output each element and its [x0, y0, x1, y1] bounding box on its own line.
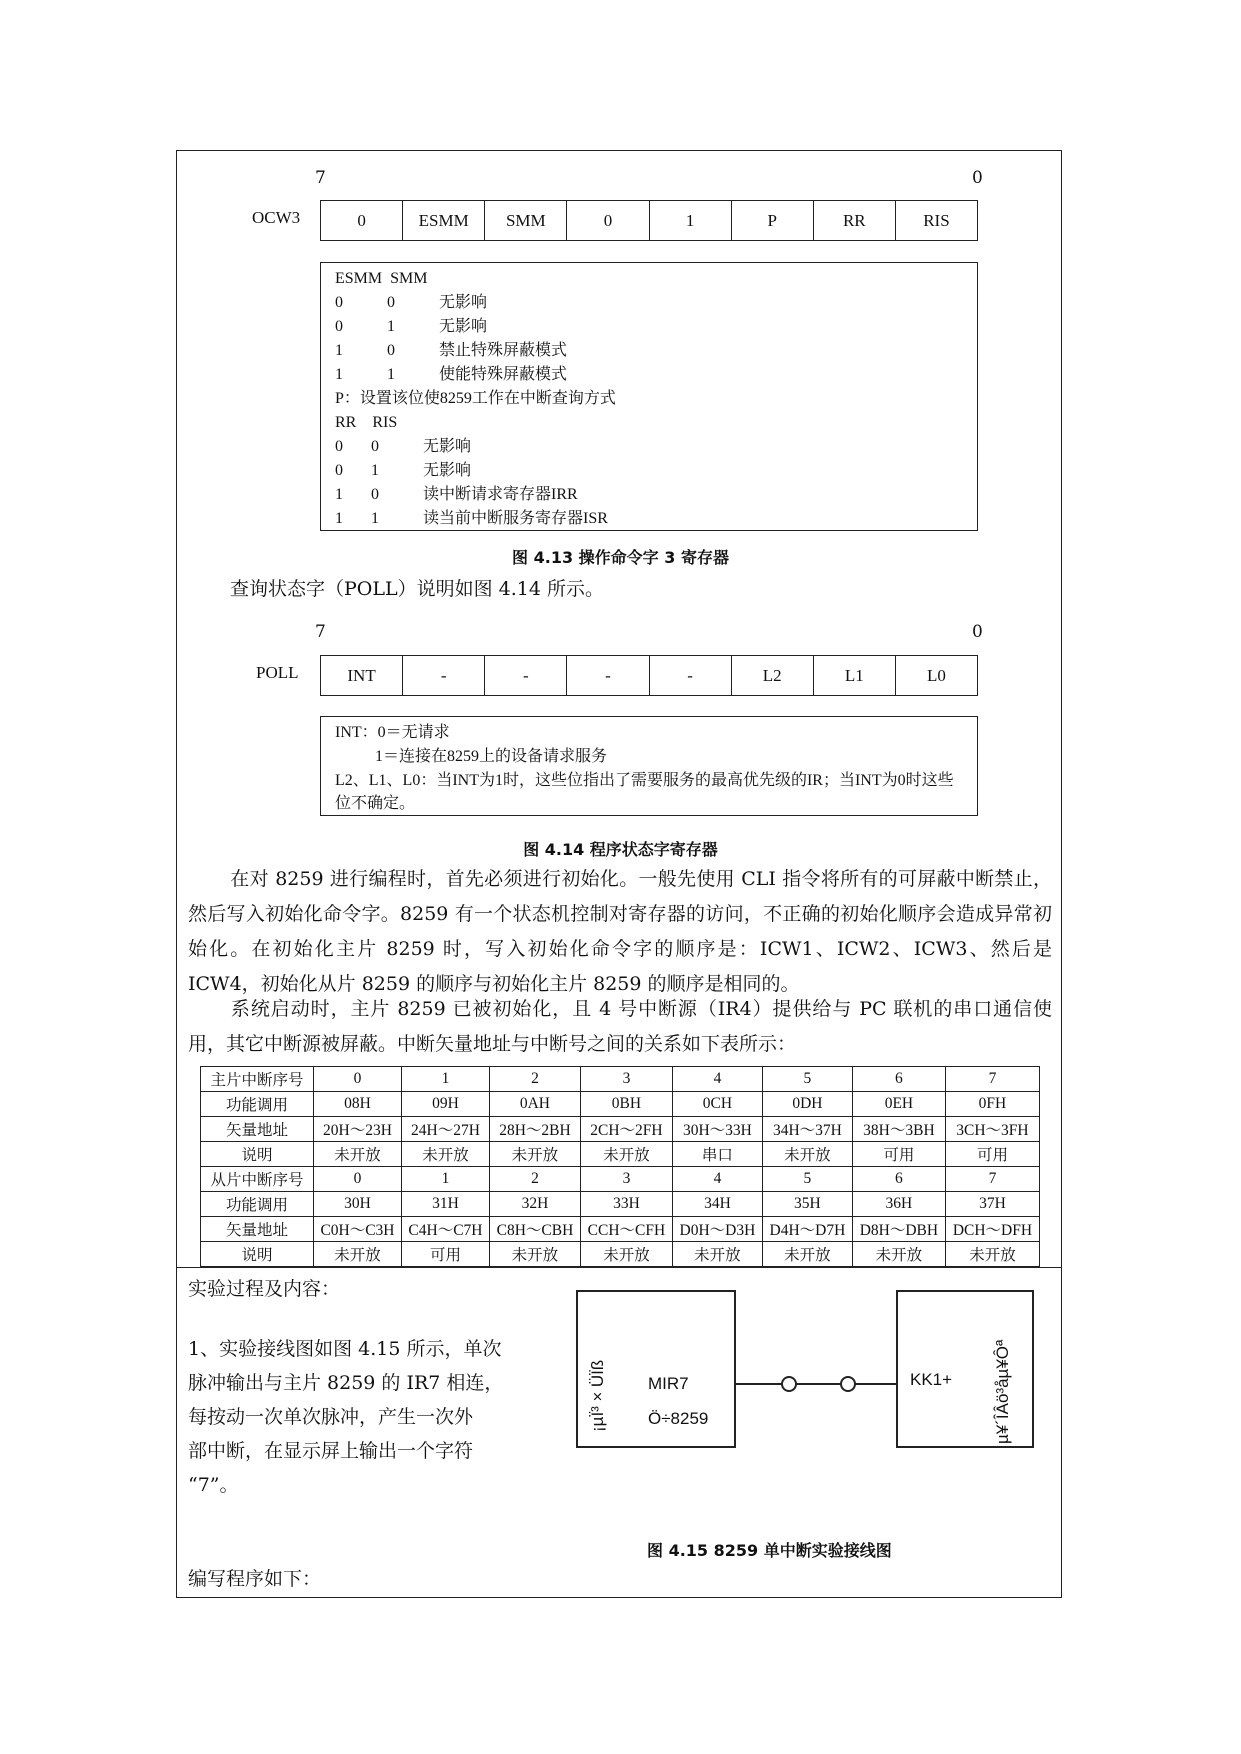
poll-bit-4: - — [567, 656, 649, 695]
table-cell: 未开放 — [401, 1142, 489, 1167]
kk1-pin-label: KK1+ — [910, 1370, 953, 1389]
system-paragraph — [188, 992, 1052, 1062]
table-cell: 37H — [945, 1192, 1039, 1217]
poll-register-name: POLL — [256, 663, 299, 682]
init-paragraph — [188, 862, 1052, 1002]
step-1-line: 每按动一次单次脉冲，产生一次外 — [188, 1406, 474, 1428]
table-row — [201, 1167, 1040, 1192]
poll-bit-0: L0 — [926, 665, 946, 685]
table-cell: D0H～D3H — [672, 1217, 762, 1242]
table-row — [201, 1192, 1040, 1217]
table-cell: 1 — [401, 1067, 489, 1092]
table-cell: 0CH — [672, 1092, 762, 1117]
mir7-pin-label: MIR7 — [648, 1374, 689, 1393]
table-cell: 0 — [314, 1067, 402, 1092]
table-cell: CCH～CFH — [580, 1217, 672, 1242]
ocw3-register-name: OCW3 — [252, 208, 301, 227]
poll-bit-high: 7 — [315, 622, 326, 642]
poll-bit-7: INT — [321, 656, 403, 695]
ocw3-bit-1: RR — [814, 201, 896, 240]
table-cell: 未开放 — [489, 1242, 580, 1267]
table-cell: 33H — [580, 1192, 672, 1217]
ocw3-bit-low: 0 — [972, 168, 983, 188]
table-cell: 未开放 — [762, 1242, 852, 1267]
table-cell: 09H — [401, 1092, 489, 1117]
table-cell: 0EH — [852, 1092, 945, 1117]
table-cell: 4 — [672, 1067, 762, 1092]
table-cell: 28H～2BH — [489, 1117, 580, 1142]
table-cell: C0H～C3H — [314, 1217, 402, 1242]
table-row-header: 矢量地址 — [201, 1117, 314, 1142]
table-cell: 20H～23H — [314, 1117, 402, 1142]
terminal-circle — [782, 1377, 796, 1391]
poll-notes-box — [320, 716, 978, 816]
table-row-header: 说明 — [201, 1142, 314, 1167]
table-cell: 3 — [580, 1167, 672, 1192]
ocw3-bit-fields — [320, 200, 978, 241]
ocw3-note-line: 1 0 禁止特殊屏蔽模式 — [335, 342, 568, 359]
ocw3-note-line: RR RIS — [335, 414, 398, 431]
ocw3-bit-6: ESMM — [403, 201, 485, 240]
table-cell: 30H～33H — [672, 1117, 762, 1142]
poll-note-line: L2、L1、L0：当INT为1时，这些位指出了需要服务的最高优先级的IR；当INT为0时这些位不确定。 — [335, 772, 954, 812]
table-cell: 5 — [762, 1067, 852, 1092]
table-cell: 2CH～2FH — [580, 1117, 672, 1142]
table-cell: C8H～CBH — [489, 1217, 580, 1242]
ocw3-note-line: 0 1 无影响 — [335, 318, 488, 335]
table-cell: 34H～37H — [762, 1117, 852, 1142]
table-cell: 31H — [401, 1192, 489, 1217]
poll-intro-text: 查询状态字（POLL）说明如图 4.14 所示。 — [230, 578, 604, 600]
table-cell: 5 — [762, 1167, 852, 1192]
ocw3-note-line: 0 1 无影响 — [335, 462, 472, 479]
poll-bit-1: L1 — [814, 656, 896, 695]
table-row-header: 说明 — [201, 1242, 314, 1267]
table-row — [201, 1242, 1040, 1267]
table-cell: 串口 — [672, 1142, 762, 1167]
table-cell: 未开放 — [580, 1142, 672, 1167]
table-row — [201, 1142, 1040, 1167]
table-cell: 0BH — [580, 1092, 672, 1117]
table-cell: 32H — [489, 1192, 580, 1217]
table-cell: DCH～DFH — [945, 1217, 1039, 1242]
ocw3-bit-7: 0 — [321, 201, 403, 240]
table-row — [201, 1117, 1040, 1142]
table-row-header: 矢量地址 — [201, 1217, 314, 1242]
step-1-line: 1、实验接线图如图 4.15 所示，单次 — [188, 1338, 502, 1360]
table-cell: 08H — [314, 1092, 402, 1117]
table-cell: 24H～27H — [401, 1117, 489, 1142]
table-cell: 6 — [852, 1167, 945, 1192]
ocw3-bit-high: 7 — [315, 168, 326, 188]
table-cell: 3 — [580, 1067, 672, 1092]
step-1-line: “7”。 — [188, 1474, 239, 1496]
table-cell: 6 — [852, 1067, 945, 1092]
table-cell: 可用 — [401, 1242, 489, 1267]
master-8259-label: Ö÷8259 — [648, 1409, 709, 1428]
table-row-header: 功能调用 — [201, 1092, 314, 1117]
init-paragraph-text: 在对 8259 进行编程时，首先必须进行初始化。一般先使用 CLI 指令将所有的可屏蔽中断禁止，然后写入初始化命令字。8259 有一个状态机控制对寄存器的访问，不正确的初始化顺序会造成异常初始化。在初始化主片 8259 时，写入初始化命令字的顺序是：ICW1、ICW2、ICW3、然后是 ICW4，初始化从片 8259 的顺序与初始化主片 8259 的顺序是相同的。 — [188, 868, 1052, 995]
table-cell: 2 — [489, 1167, 580, 1192]
table-cell: 36H — [852, 1192, 945, 1217]
ocw3-bit-0: RIS — [923, 210, 950, 230]
ocw3-bit-4: 0 — [567, 201, 649, 240]
table-cell: 34H — [672, 1192, 762, 1217]
table-cell: 未开放 — [314, 1242, 402, 1267]
poll-bit-low: 0 — [972, 622, 983, 642]
poll-note-line: 1＝连接在8259上的设备请求服务 — [335, 748, 608, 765]
table-cell: 0AH — [489, 1092, 580, 1117]
experiment-heading: 实验过程及内容： — [188, 1278, 341, 1300]
section-divider — [176, 1267, 1062, 1268]
table-cell: 未开放 — [945, 1242, 1039, 1267]
experiment-step-1 — [188, 1332, 538, 1502]
step-1-line: 部中断，在显示屏上输出一个字符 — [188, 1440, 474, 1462]
table-cell: 未开放 — [580, 1242, 672, 1267]
ocw3-bit-2: P — [732, 201, 814, 240]
ocw3-bit-5: SMM — [485, 201, 567, 240]
table-cell: 7 — [945, 1067, 1039, 1092]
table-cell: 4 — [672, 1167, 762, 1192]
table-cell: 7 — [945, 1167, 1039, 1192]
table-cell: C4H～C7H — [401, 1217, 489, 1242]
table-cell: 38H～3BH — [852, 1117, 945, 1142]
table-cell: 3CH～3FH — [945, 1117, 1039, 1142]
table-cell: 35H — [762, 1192, 852, 1217]
poll-intro — [188, 572, 1052, 607]
poll-bit-fields — [320, 655, 978, 696]
step-1-line: 脉冲输出与主片 8259 的 IR7 相连， — [188, 1372, 504, 1394]
ocw3-note-line: 0 0 无影响 — [335, 294, 488, 311]
table-cell: 1 — [401, 1167, 489, 1192]
ocw3-bit-3: 1 — [650, 201, 732, 240]
ocw3-note-line: 1 1 使能特殊屏蔽模式 — [335, 366, 568, 383]
table-row — [201, 1217, 1040, 1242]
bus-box — [576, 1290, 736, 1448]
table-cell: 30H — [314, 1192, 402, 1217]
figure-4-14-caption: 图 4.14 程序状态字寄存器 — [523, 840, 718, 859]
poll-note-line: INT：0＝无请求 — [335, 724, 450, 741]
figure-4-15-caption: 图 4.15 8259 单中断实验接线图 — [647, 1541, 892, 1560]
system-paragraph-text: 系统启动时，主片 8259 已被初始化，且 4 号中断源（IR4）提供给与 PC 联机的串口通信使用，其它中断源被屏蔽。中断矢量地址与中断号之间的关系如下表所示： — [188, 998, 1052, 1055]
poll-bit-5: - — [485, 656, 567, 695]
poll-bit-3: - — [650, 656, 732, 695]
table-cell: 可用 — [852, 1142, 945, 1167]
table-cell: 未开放 — [489, 1142, 580, 1167]
table-row — [201, 1067, 1040, 1092]
ocw3-note-line: P：设置该位使8259工作在中断查询方式 — [335, 390, 616, 407]
ocw3-notes-box — [320, 262, 978, 531]
bus-box-vertical-label: ¡µÏ³×ÜÏß — [588, 1359, 607, 1432]
table-cell: 未开放 — [672, 1242, 762, 1267]
interrupt-vector-table — [200, 1066, 1040, 1267]
program-intro: 编写程序如下： — [188, 1568, 322, 1590]
terminal-circle — [841, 1377, 855, 1391]
table-row-header: 功能调用 — [201, 1192, 314, 1217]
table-cell: 未开放 — [852, 1242, 945, 1267]
table-row-header: 从片中断序号 — [201, 1167, 314, 1192]
figure-4-13-caption: 图 4.13 操作命令字 3 寄存器 — [512, 548, 729, 567]
table-cell: 2 — [489, 1067, 580, 1092]
table-cell: 未开放 — [314, 1142, 402, 1167]
table-cell: 0DH — [762, 1092, 852, 1117]
table-cell: 0FH — [945, 1092, 1039, 1117]
table-cell: 可用 — [945, 1142, 1039, 1167]
table-row-header: 主片中断序号 — [201, 1067, 314, 1092]
table-cell: D4H～D7H — [762, 1217, 852, 1242]
wire-connection — [736, 1372, 896, 1396]
poll-bit-2: L2 — [732, 656, 814, 695]
table-row — [201, 1092, 1040, 1117]
pulse-unit-vertical-label: µ¥´ÎÂö³åµ¥Ôª — [993, 1339, 1012, 1444]
table-cell: 0 — [314, 1167, 402, 1192]
ocw3-note-line: 0 0 无影响 — [335, 438, 472, 455]
table-cell: D8H～DBH — [852, 1217, 945, 1242]
pulse-unit-box — [896, 1290, 1034, 1448]
poll-bit-6: - — [403, 656, 485, 695]
table-cell: 未开放 — [762, 1142, 852, 1167]
ocw3-note-line: 1 1 读当前中断服务寄存器ISR — [335, 510, 608, 527]
ocw3-note-line: ESMM SMM — [335, 270, 428, 287]
ocw3-note-line: 1 0 读中断请求寄存器IRR — [335, 486, 578, 503]
